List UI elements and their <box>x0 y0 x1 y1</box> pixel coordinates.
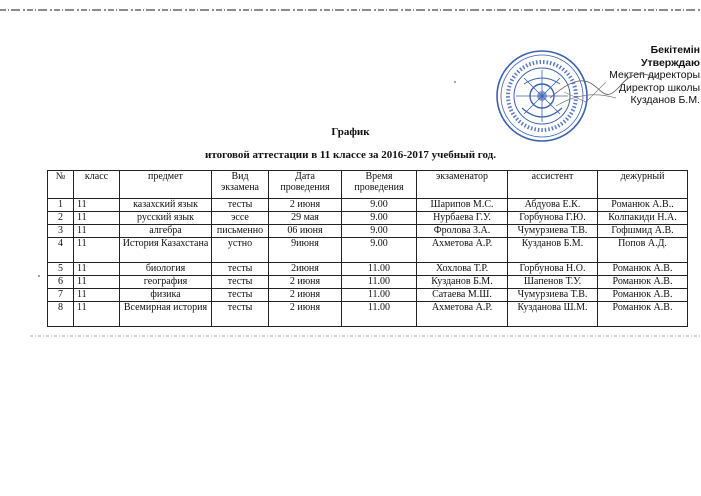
cell-subject: физика <box>120 289 212 302</box>
cell-examiner: Нурбаева Г.У. <box>417 212 508 225</box>
cell-exam-type: тесты <box>212 276 269 289</box>
cell-assistant: Кузданова Ш.М. <box>508 302 598 327</box>
cell-time: 11.00 <box>342 289 417 302</box>
cell-number: 3 <box>48 225 74 238</box>
cell-subject: алгебра <box>120 225 212 238</box>
cell-time: 11.00 <box>342 276 417 289</box>
cell-class: 11 <box>74 289 120 302</box>
cell-subject: Всемирная история <box>120 302 212 327</box>
cell-number: 8 <box>48 302 74 327</box>
top-scan-edge <box>0 2 701 16</box>
cell-exam-type: письменно <box>212 225 269 238</box>
cell-time: 9.00 <box>342 212 417 225</box>
cell-subject: география <box>120 276 212 289</box>
cell-time: 9.00 <box>342 225 417 238</box>
col-header-time: Время проведения <box>342 171 417 199</box>
document-subtitle: итоговой аттестации в 11 классе за 2016-2017 учебный год. <box>205 149 496 161</box>
cell-examiner: Ахметова А.Р. <box>417 302 508 327</box>
cell-number: 6 <box>48 276 74 289</box>
cell-number: 4 <box>48 238 74 263</box>
scan-speck <box>38 275 40 277</box>
col-header-examiner: экзаменатор <box>417 171 508 199</box>
table-row <box>48 212 688 225</box>
col-header-date: Дата проведения <box>269 171 342 199</box>
cell-date: 06 июня <box>269 225 342 238</box>
cell-class: 11 <box>74 199 120 212</box>
cell-class: 11 <box>74 212 120 225</box>
col-header-assistant: ассистент <box>508 171 598 199</box>
director-title-kz: Мектеп директоры <box>609 69 700 81</box>
table-row <box>48 263 688 276</box>
exam-schedule-table <box>47 170 688 327</box>
cell-date: 29 мая <box>269 212 342 225</box>
col-header-subject: предмет <box>120 171 212 199</box>
cell-assistant: Горбунова Н.О. <box>508 263 598 276</box>
cell-class: 11 <box>74 263 120 276</box>
cell-subject: русский язык <box>120 212 212 225</box>
cell-class: 11 <box>74 276 120 289</box>
cell-duty: Романюк А.В. <box>598 276 688 289</box>
cell-exam-type: тесты <box>212 289 269 302</box>
cell-number: 5 <box>48 263 74 276</box>
table-row <box>48 199 688 212</box>
signature-icon <box>546 62 666 112</box>
cell-time: 9.00 <box>342 199 417 212</box>
cell-assistant: Абдуова Е.К. <box>508 199 598 212</box>
cell-duty: Романюк А.В. <box>598 289 688 302</box>
cell-number: 7 <box>48 289 74 302</box>
cell-date: 2 июня <box>269 289 342 302</box>
cell-examiner: Ахметова А.Р. <box>417 238 508 263</box>
cell-assistant: Шапенов Т.У. <box>508 276 598 289</box>
director-title-ru: Директор школы <box>618 81 700 94</box>
cell-time: 9.00 <box>342 238 417 263</box>
cell-date: 9июня <box>269 238 342 263</box>
col-header-class: класс <box>74 171 120 199</box>
cell-examiner: Кузданов Б.М. <box>417 276 508 289</box>
cell-duty: Романюк А.В. <box>598 263 688 276</box>
cell-assistant: Горбунова Г.Ю. <box>508 212 598 225</box>
director-name: Кузданов Б.М. <box>630 94 700 106</box>
cell-exam-type: устно <box>212 238 269 263</box>
table-row <box>48 302 688 327</box>
table-row <box>48 289 688 302</box>
cell-examiner: Хохлова Т.Р. <box>417 263 508 276</box>
cell-assistant: Чумурзиева Т.В. <box>508 225 598 238</box>
cell-duty: Романюк А.В.. <box>598 199 688 212</box>
table-row <box>48 276 688 289</box>
cell-duty: Романюк А.В. <box>598 302 688 327</box>
cell-class: 11 <box>74 225 120 238</box>
cell-exam-type: эссе <box>212 212 269 225</box>
cell-examiner: Фролова З.А. <box>417 225 508 238</box>
col-header-duty: дежурный <box>598 171 688 199</box>
cell-number: 1 <box>48 199 74 212</box>
bottom-scan-edge <box>0 334 701 338</box>
col-header-exam-type: Вид экзамена <box>212 171 269 199</box>
cell-class: 11 <box>74 302 120 327</box>
cell-time: 11.00 <box>342 263 417 276</box>
header-row <box>48 171 688 199</box>
cell-examiner: Сатаева М.Ш. <box>417 289 508 302</box>
cell-examiner: Шарипов М.С. <box>417 199 508 212</box>
cell-exam-type: тесты <box>212 263 269 276</box>
cell-date: 2 июня <box>269 276 342 289</box>
cell-subject: казахский язык <box>120 199 212 212</box>
cell-exam-type: тесты <box>212 199 269 212</box>
approval-line-ru: Утверждаю <box>640 56 700 69</box>
cell-class: 11 <box>74 238 120 263</box>
cell-time: 11.00 <box>342 302 417 327</box>
cell-duty: Гофшмид А.В. <box>598 225 688 238</box>
cell-number: 2 <box>48 212 74 225</box>
cell-date: 2 июня <box>269 302 342 327</box>
approval-line-kz: Бекітемін <box>650 44 700 56</box>
cell-date: 2июня <box>269 263 342 276</box>
cell-duty: Попов А.Д. <box>598 238 688 263</box>
cell-assistant: Кузданов Б.М. <box>508 238 598 263</box>
col-header-number: № <box>48 171 74 199</box>
table-row <box>48 225 688 238</box>
cell-subject: История Казахстана <box>120 238 212 263</box>
document-title: График <box>331 126 370 138</box>
cell-assistant: Чумурзиева Т.В. <box>508 289 598 302</box>
scan-speck <box>454 81 456 83</box>
table-row <box>48 238 688 263</box>
cell-exam-type: тесты <box>212 302 269 327</box>
cell-date: 2 июня <box>269 199 342 212</box>
cell-duty: Колпакиди Н.А. <box>598 212 688 225</box>
cell-subject: биология <box>120 263 212 276</box>
